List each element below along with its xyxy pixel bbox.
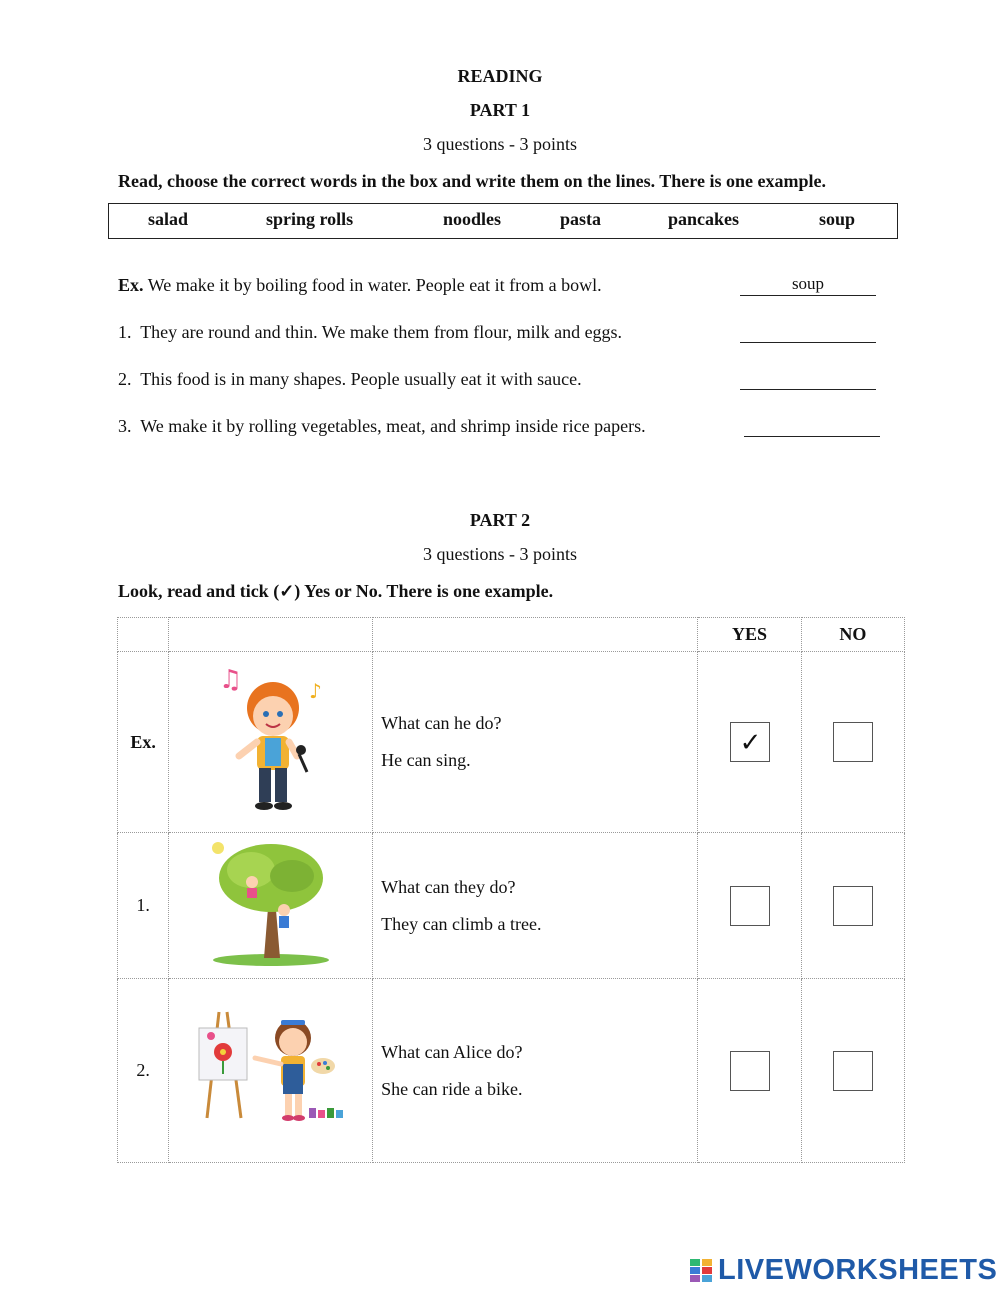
- row-statement: He can sing.: [381, 750, 471, 770]
- section-title: READING: [457, 66, 543, 86]
- table-row: [118, 833, 905, 979]
- question-2: [118, 369, 582, 390]
- question-label: 1.: [118, 322, 132, 342]
- boy-singing-illustration: [211, 660, 331, 820]
- word-box: [108, 203, 898, 239]
- tick-table: [117, 617, 905, 1163]
- check-icon: [731, 887, 771, 927]
- question-label: 3.: [118, 416, 132, 436]
- row-question: What can Alice do?: [381, 1041, 523, 1062]
- answer-line-ex[interactable]: [740, 275, 876, 296]
- question-cell: [373, 833, 698, 979]
- header-yes: YES: [698, 618, 801, 652]
- row-label: 2.: [118, 979, 169, 1163]
- check-icon: [834, 1052, 874, 1092]
- part2-instruction: Look, read and tick (✓) Yes or No. There is one example.: [118, 581, 554, 601]
- no-cell: [801, 979, 904, 1163]
- row-statement: They can climb a tree.: [381, 913, 542, 934]
- word-option: spring rolls: [266, 209, 354, 229]
- part2-title: PART 2: [469, 510, 531, 530]
- question-cell: [373, 979, 698, 1163]
- part1-instruction: Read, choose the correct words in the box and write them on the lines. There is one example.: [118, 171, 826, 191]
- check-icon: ✓: [739, 728, 762, 758]
- answer-text: soup: [791, 274, 825, 293]
- yes-checkbox[interactable]: [730, 1051, 770, 1091]
- brand-name: LIVEWORKSHEETS: [718, 1254, 998, 1286]
- part1-title: PART 1: [469, 100, 531, 120]
- question-text: They are round and thin. We make them from flour, milk and eggs.: [140, 322, 623, 342]
- question-text: This food is in many shapes. People usually eat it with sauce.: [140, 369, 582, 389]
- girl-painting-illustration: [191, 1008, 351, 1128]
- answer-line-2[interactable]: [740, 369, 876, 390]
- part2-points: 3 questions - 3 points: [422, 544, 577, 564]
- row-statement: She can ride a bike.: [381, 1078, 523, 1099]
- no-cell: [801, 833, 904, 979]
- question-cell: [373, 652, 698, 833]
- part1-points: 3 questions - 3 points: [422, 134, 577, 154]
- row-question: What can they do?: [381, 876, 516, 897]
- question-text: We make it by rolling vegetables, meat, and shrimp inside rice papers.: [140, 416, 646, 436]
- row-label: Ex.: [118, 652, 169, 833]
- row-label: 1.: [118, 833, 169, 979]
- yes-cell: [698, 652, 801, 833]
- word-option: pasta: [560, 209, 602, 229]
- picture-girl-painting: [169, 979, 373, 1163]
- word-option: pancakes: [668, 209, 740, 229]
- no-checkbox[interactable]: [833, 722, 873, 762]
- question-text: We make it by boiling food in water. People eat it from a bowl.: [147, 275, 602, 295]
- no-cell: [801, 652, 904, 833]
- word-option: soup: [819, 209, 856, 229]
- yes-cell: [698, 833, 801, 979]
- question-ex: [118, 275, 602, 296]
- row-question: What can he do?: [381, 713, 502, 733]
- svg-text:♫: ♫: [218, 664, 242, 695]
- picture-tree-climbing: [169, 833, 373, 979]
- header-cell: [118, 618, 169, 652]
- question-3: [118, 416, 646, 437]
- word-option: noodles: [443, 209, 502, 229]
- tree-climbing-illustration: [206, 838, 336, 968]
- header-cell: [373, 618, 698, 652]
- yes-checkbox[interactable]: [730, 722, 770, 762]
- header-no: NO: [801, 618, 904, 652]
- question-label: Ex.: [118, 275, 144, 295]
- liveworksheets-icon: [690, 1259, 712, 1283]
- answer-line-3[interactable]: [744, 416, 880, 437]
- header-cell: [169, 618, 373, 652]
- word-option: salad: [148, 209, 189, 229]
- answer-line-1[interactable]: [740, 322, 876, 343]
- yes-checkbox[interactable]: [730, 886, 770, 926]
- question-label: 2.: [118, 369, 132, 389]
- no-checkbox[interactable]: [833, 886, 873, 926]
- liveworksheets-logo: [690, 1254, 997, 1284]
- yes-cell: [698, 979, 801, 1163]
- check-icon: [834, 723, 874, 763]
- check-icon: [834, 887, 874, 927]
- table-row: [118, 652, 905, 833]
- svg-text:♪: ♪: [308, 678, 322, 703]
- table-row: [118, 979, 905, 1163]
- picture-boy-singing: [169, 652, 373, 833]
- check-icon: [731, 1052, 771, 1092]
- table-header-row: [118, 618, 905, 652]
- no-checkbox[interactable]: [833, 1051, 873, 1091]
- question-1: [118, 322, 622, 343]
